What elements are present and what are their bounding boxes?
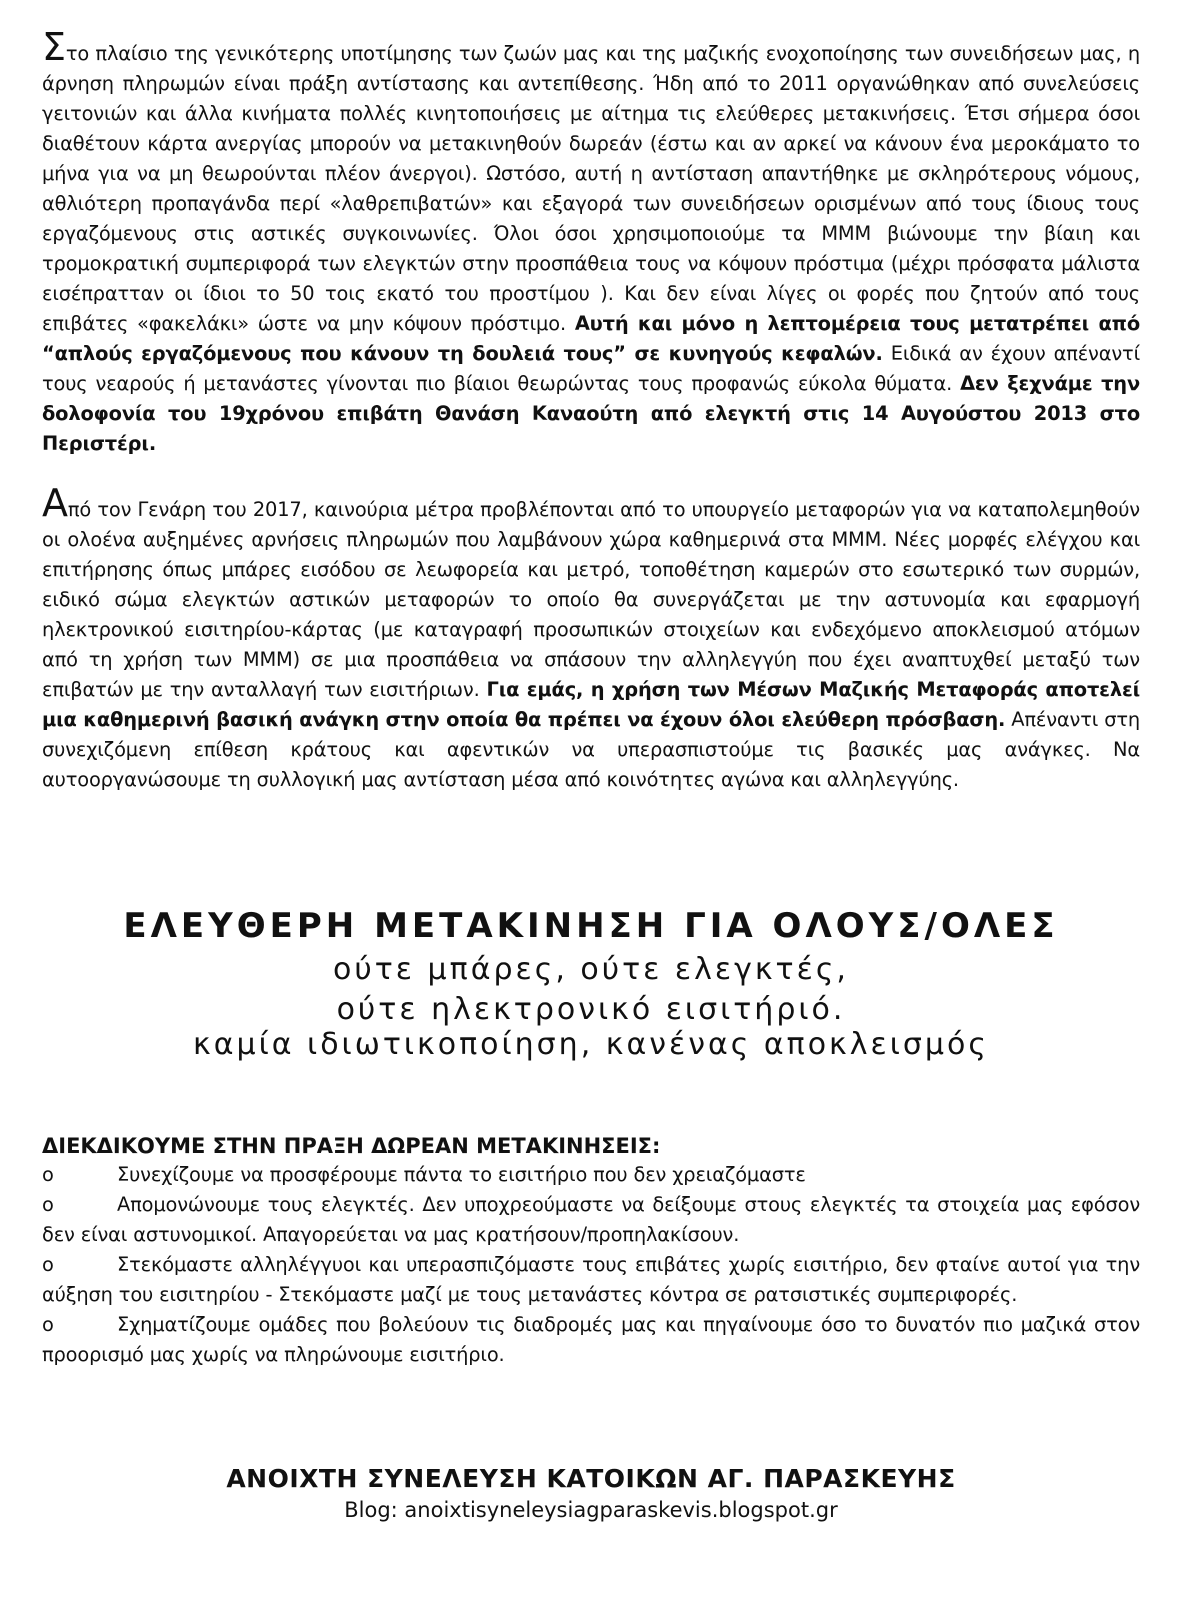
blog-link[interactable]: Blog: anoixtisyneleysiagparaskevis.blogspot.gr (344, 1498, 838, 1522)
slogan-line: ούτε μπάρες, ούτε ελεγκτές, (333, 952, 849, 987)
measures-paragraph (42, 481, 1140, 795)
slogan-line: ούτε ηλεκτρονικό εισιτήριό. (336, 992, 846, 1027)
organization-name: ΑΝΟΙΧΤΗ ΣΥΝΕΛΕΥΣΗ ΚΑΤΟΙΚΩΝ ΑΓ. ΠΑΡΑΣΚΕΥΗΣ (226, 1464, 956, 1493)
dropcap: Σ (42, 25, 66, 69)
list-item-text: Στεκόμαστε αλληλέγγυοι και υπερασπιζόμαστε τους επιβάτες χωρίς εισιτήριο, δεν φταίνε αυτοί για την αύξηση του εισιτηρίου - Στεκόμαστε μαζί με τους μετανάστες κόντρα σε ρατσιστικές συμπεριφορές. (42, 1253, 1140, 1306)
list-item (42, 1190, 1140, 1250)
bullet: o (42, 1313, 54, 1336)
dropcap: Α (42, 481, 68, 525)
intro-paragraph (42, 25, 1141, 459)
list-item-text: Απομονώνουμε τους ελεγκτές. Δεν υποχρεούμαστε να δείξουμε στους ελεγκτές τα στοιχεία μας εφόσον δεν είναι αστυνομικοί. Απαγορεύεται να μας κρατήσουν/προπηλακίσουν. (42, 1193, 1140, 1246)
list-item (42, 1160, 1140, 1190)
slogan-headline: ΕΛΕΥΘΕΡΗ ΜΕΤΑΚΙΝΗΣΗ ΓΙΑ ΟΛΟΥΣ/ΟΛΕΣ (123, 906, 1059, 946)
list-item (42, 1250, 1140, 1310)
paragraph-bold-text: Δεν ξεχνάμε την δολοφονία του 19χρόνου επιβάτη Θανάση Καναούτη από ελεγκτή στις 14 Αυγούστου 2013 στο Περιστέρι. (42, 372, 1141, 455)
paragraph-text: το πλαίσιο της γενικότερης υποτίμησης των ζωών μας και της μαζικής ενοχοποίησης των συνειδήσεων μας, η άρνηση πληρωμών είναι πράξη αντίστασης και αντεπίθεσης. Ήδη από το 2011 οργανώθηκαν από συνελεύσεις γειτονιών και άλλα κινήματα πολλές κινητοποιήσεις με αίτημα τις ελεύθερες μετακινήσεις. Έτσι σήμερα όσοι διαθέτουν κάρτα ανεργίας μπορούν να μετακινηθούν δωρεάν (έστω και αν αρκεί να κάνουν ένα μεροκάματο το μήνα για να μη θεωρούνται πλέον άνεργοι). Ωστόσο, αυτή η αντίσταση απαντήθηκε με σκληρότερους νόμους, αθλιότερη προπαγάνδα περί «λαθρεπιβατών» και εξαγορά των συνειδήσεων ορισμένων από τους ίδιους τους εργαζόμενους στις αστικές συγκοινωνίες. Όλοι όσοι χρησιμοποιούμε τα ΜΜΜ βιώνουμε την βίαιη και τρομοκρατική συμπεριφορά των ελεγκτών στην προσπάθεια τους να κόψουν πρόστιμα (μέχρι πρόσφατα μάλιστα εισέπρατταν οι ίδιοι το 50 τοις εκατό του προστίμου ). Και δεν είναι λίγες οι φορές που ζητούν από τους επιβάτες «φακελάκι» ώστε να μην κόψουν πρόστιμο. (42, 42, 1140, 335)
paragraph-text: πό τον Γενάρη του 2017, καινούρια μέτρα προβλέπονται από το υπουργείο μεταφορών για να καταπολεμηθούν οι ολοένα αυξημένες αρνήσεις πληρωμών που λαμβάνουν χώρα καθημερινά στα ΜΜΜ. Νέες μορφές ελέγχου και επιτήρησης όπως μπάρες εισόδου σε λεωφορεία και μετρό, τοποθέτηση καμερών στο εσωτερικό των συρμών, ειδικό σώμα ελεγκτών αστικών μεταφορών το οποίο θα συνεργάζεται με την αστυνομία και εφαρμογή ηλεκτρονικού εισιτηρίου-κάρτας (με καταγραφή προσωπικών στοιχείων και ενδεχόμενο αποκλεισμού ατόμων από τη χρήση των ΜΜΜ) σε μια προσπάθεια να σπάσουν την αλληλεγγύη που έχει αναπτυχθεί μεταξύ των επιβατών με την ανταλλαγή των εισιτήριων. (42, 498, 1140, 701)
slogan-line: καμία ιδιωτικοποίηση, κανένας αποκλεισμός (193, 1027, 989, 1062)
list-item-text: Συνεχίζουμε να προσφέρουμε πάντα το εισιτήριο που δεν χρειαζόμαστε (117, 1163, 806, 1186)
list-item-text: Σχηματίζουμε ομάδες που βολεύουν τις διαδρομές μας και πηγαίνουμε όσο το δυνατόν πιο μαζικά στον προορισμό μας χωρίς να πληρώνουμε εισιτήριο. (42, 1313, 1140, 1366)
bullet: o (42, 1163, 54, 1186)
list-item (42, 1310, 1140, 1370)
paragraph-text: Ειδικά αν έχουν απέναντί τους νεαρούς ή μετανάστες γίνονται πιο βίαιοι θεωρώντας τους προφανώς εύκολα θύματα. (42, 342, 1140, 395)
paragraph-bold-text: Αυτή και μόνο η λεπτομέρεια τους μετατρέπει από “απλούς εργαζόμενους που κάνουν τη δουλειά τους” σε κυνηγούς κεφαλών. (42, 312, 1140, 365)
paragraph-bold-text: Για εμάς, η χρήση των Μέσων Μαζικής Μεταφοράς αποτελεί μια καθημερινή βασική ανάγκη στην οποία θα πρέπει να έχουν όλοι ελεύθερη πρόσβαση. (42, 678, 1140, 731)
demands-section (42, 1132, 1140, 1370)
bullet: o (42, 1253, 54, 1276)
paragraph-text: Απέναντι στη συνεχιζόμενη επίθεση κράτους και αφεντικών να υπερασπιστούμε τις βασικές μας ανάγκες. Να αυτοοργανώσουμε τη συλλογική μας αντίσταση μέσα από κοινότητες αγώνα και αλληλεγγύης. (42, 708, 1140, 791)
demands-title: ΔΙΕΚΔΙΚΟΥΜΕ ΣΤΗΝ ΠΡΑΞΗ ΔΩΡΕΑΝ ΜΕΤΑΚΙΝΗΣΕΙΣ: (42, 1134, 661, 1158)
bullet: o (42, 1193, 54, 1216)
